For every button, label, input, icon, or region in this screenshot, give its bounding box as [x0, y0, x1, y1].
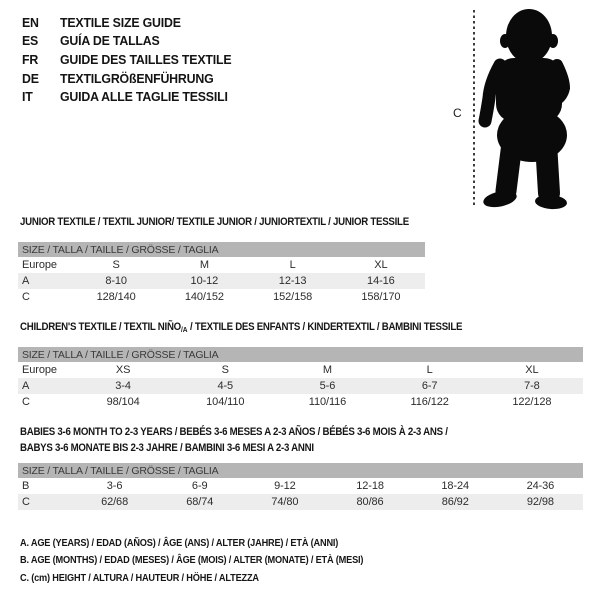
size-header-row [18, 463, 583, 478]
value-cell: 12-13 [249, 273, 337, 289]
value-cell: 110/116 [308, 396, 347, 408]
table-title-line [20, 216, 409, 229]
size-header-row [18, 242, 425, 257]
value-cell: 7-8 [481, 378, 583, 394]
value-cell: 4-5 [174, 378, 276, 394]
value-cell: 10-12 [160, 273, 248, 289]
value-cell: XS [115, 364, 131, 376]
value-cell: 98/104 [106, 396, 140, 408]
value-cell: 140/152 [184, 291, 224, 303]
size-header-bar: SIZE / TALLA / TAILLE / GRÖSSE / TAGLIA [18, 347, 583, 362]
table-title [20, 216, 409, 229]
size-table [18, 463, 583, 510]
value-cell: 6-9 [191, 480, 208, 492]
value-cell: 104/110 [206, 396, 245, 408]
size-table-block [18, 216, 425, 305]
value-cell: 6-7 [379, 378, 481, 394]
table-row [18, 494, 583, 510]
size-table [18, 347, 583, 410]
table-row [18, 394, 583, 410]
language-row [22, 50, 231, 69]
title-text: JUNIOR TEXTILE / TEXTIL JUNIOR/ TEXTILE JUNIOR / JUNIORTEXTIL / JUNIOR TESSILE [20, 216, 409, 228]
size-table [18, 242, 425, 305]
table-row [18, 478, 583, 494]
language-row [22, 32, 231, 51]
footnote-line: A. AGE (YEARS) / EDAD (AÑOS) / ÂGE (ANS) / ALTER (JAHRE) / ETÀ (ANNI) [20, 538, 339, 549]
row-label-cell: B [22, 480, 30, 492]
table-row [18, 273, 425, 289]
language-row [22, 13, 231, 32]
value-cell: 3-6 [106, 480, 123, 492]
language-label: TEXTILGRÖßENFÜHRUNG [60, 70, 214, 86]
language-code: DE [22, 70, 39, 86]
row-label-cell: Europe [22, 259, 57, 271]
value-cell: 158/170 [361, 291, 401, 303]
row-label-cell: C [18, 494, 72, 510]
value-cell: 8-10 [72, 273, 160, 289]
value-cell: M [199, 259, 209, 271]
row-label-cell: A [18, 273, 72, 289]
table-title [20, 425, 515, 456]
title-text: / TEXTILE DES ENFANTS / KINDERTEXTIL / BAMBINI TESSILE [187, 321, 463, 333]
footnotes [20, 535, 363, 587]
language-row [22, 69, 231, 88]
size-header-bar: SIZE / TALLA / TAILLE / GRÖSSE / TAGLIA [18, 242, 425, 257]
subscript-text: /A [180, 325, 188, 334]
footnote-line: C. (cm) HEIGHT / ALTURA / HAUTEUR / HÖHE / ALTEZZA [20, 572, 259, 584]
value-cell: 128/140 [96, 291, 136, 303]
language-label: TEXTILE SIZE GUIDE [60, 14, 181, 30]
value-cell: 12-18 [356, 480, 384, 492]
size-header-row [18, 347, 583, 362]
value-cell: 152/158 [273, 291, 313, 303]
value-cell: M [322, 364, 332, 376]
title-text: CHILDREN'S TEXTILE / TEXTIL NIÑO [20, 321, 181, 333]
language-label: GUÍA DE TALLAS [60, 33, 160, 49]
language-code: EN [22, 14, 39, 30]
value-cell: XL [525, 364, 539, 376]
title-text: BABYS 3-6 MONATE BIS 2-3 JAHRE / BAMBINI 3-6 MESI A 2-3 ANNI [20, 441, 314, 454]
value-cell: 68/74 [157, 494, 242, 510]
size-header-bar: SIZE / TALLA / TAILLE / GRÖSSE / TAGLIA [18, 463, 583, 478]
height-label: C [453, 106, 462, 120]
language-code: IT [22, 89, 33, 105]
table-row [18, 378, 583, 394]
value-cell: 9-12 [274, 480, 296, 492]
size-table-block [18, 321, 583, 410]
table-title-line [20, 441, 515, 457]
value-cell: 62/68 [72, 494, 157, 510]
value-cell: S [221, 364, 229, 376]
row-label-cell: C [22, 291, 30, 303]
table-row [18, 362, 583, 378]
value-cell: XL [374, 259, 388, 271]
language-list [22, 13, 231, 106]
value-cell: L [426, 364, 433, 376]
value-cell: 86/92 [413, 494, 498, 510]
language-label: GUIDA ALLE TAGLIE TESSILI [60, 89, 228, 105]
row-label-cell: A [18, 378, 72, 394]
value-cell: 14-16 [337, 273, 425, 289]
row-label-cell: C [22, 396, 30, 408]
size-table-block [18, 425, 583, 510]
row-label-cell: Europe [22, 364, 57, 376]
language-code: FR [22, 51, 39, 67]
table-title-line [20, 425, 515, 441]
value-cell: L [289, 259, 296, 271]
language-row [22, 87, 231, 106]
language-label: GUIDE DES TAILLES TEXTILE [60, 51, 232, 67]
value-cell: 74/80 [242, 494, 327, 510]
baby-silhouette-icon [476, 3, 578, 211]
value-cell: 122/128 [512, 396, 552, 408]
value-cell: 18-24 [441, 480, 470, 492]
table-title [20, 321, 515, 336]
value-cell: 92/98 [498, 494, 583, 510]
table-row [18, 257, 425, 273]
title-text: BABIES 3-6 MONTH TO 2-3 YEARS / BEBÉS 3-6 MESES A 2-3 AÑOS / BÉBÉS 3-6 MOIS À 2-3 ANS / [20, 426, 448, 438]
value-cell: S [112, 259, 120, 271]
value-cell: 116/122 [410, 396, 449, 408]
table-row [18, 289, 425, 305]
value-cell: 5-6 [276, 378, 378, 394]
language-code: ES [22, 33, 39, 49]
value-cell: 3-4 [72, 378, 174, 394]
value-cell: 24-36 [526, 480, 555, 492]
height-dotted-line [473, 10, 475, 208]
table-title-line [20, 321, 515, 336]
footnote-line: B. AGE (MONTHS) / EDAD (MESES) / ÂGE (MOIS) / ALTER (MONATE) / ETÀ (MESI) [20, 555, 364, 567]
value-cell: 80/86 [327, 494, 412, 510]
